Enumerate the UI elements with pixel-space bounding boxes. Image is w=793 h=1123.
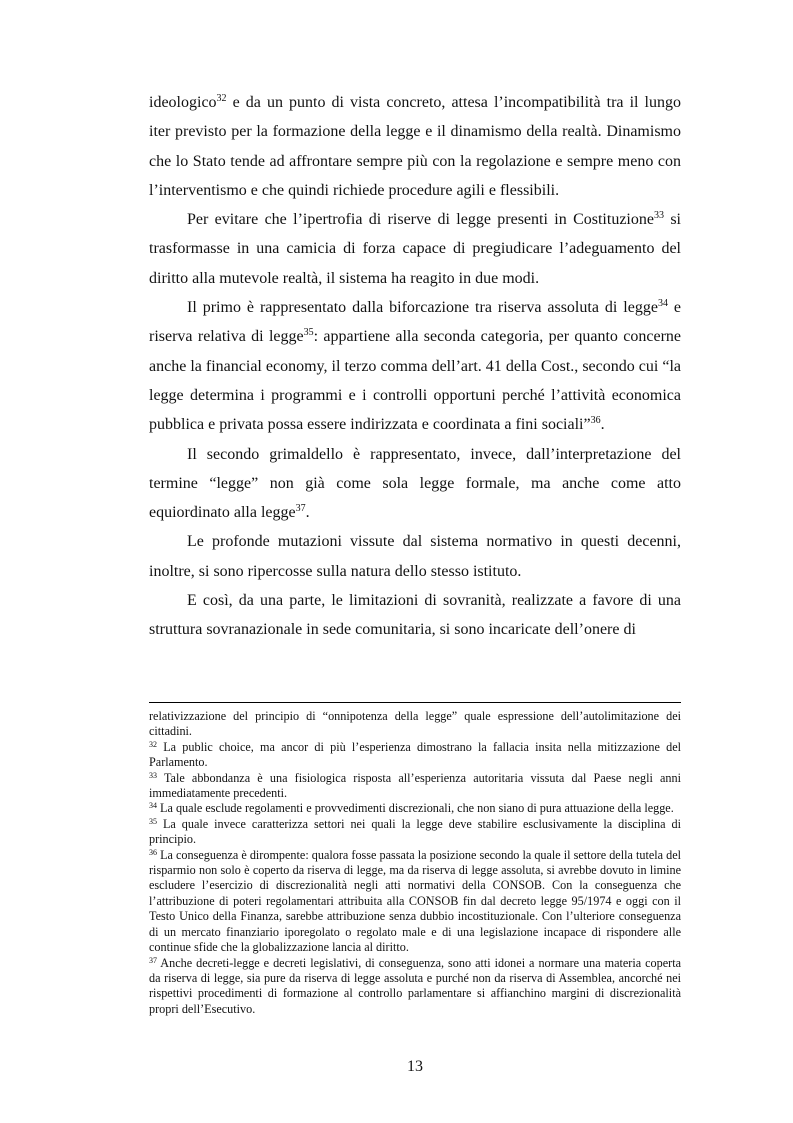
footnote-33: $^{33}$ Tale abbondanza è una fisiologica risposta all’esperienza autoritaria vissuta dal Paese negli anni immediatamente precedenti.: [149, 770, 681, 801]
footnote-number: 34: [149, 801, 157, 811]
footnotes: [149, 709, 681, 1017]
paragraph-5: Le profonde mutazioni vissute dal sistema normativo in questi decenni, inoltre, si sono ripercosse sulla natura dello stesso istituto.: [149, 533, 681, 580]
footnote-35: $^{35}$ La quale invece caratterizza settori nei quali la legge deve stabilire esclusivamente la disciplina di principio.: [149, 816, 681, 847]
footnote-number: 33: [149, 770, 157, 780]
footnote-number: 32: [149, 739, 157, 749]
paragraph-2: Per evitare che l’ipertrofia di riserve di legge presenti in Costituzione$^{33}$ si trasformasse in una camicia di forza capace di pregiudicare l’adeguamento del diritto alla mutevole realtà, il sistema ha reagito in due modi.: [149, 210, 681, 287]
footnote-37: $^{37}$ Anche decreti-legge e decreti legislativi, di conseguenza, sono atti idonei a normare una materia coperta da riserva di legge, sia pure da riserva di legge assoluta e purché non da riserva di Assemblea, ancorché nei rispettivi procedimenti di formazione al controllo parlamentare si affianchino margini di discrezionalità propri dell’Esecutivo.: [149, 955, 681, 1016]
footnote-number: 37: [149, 955, 157, 965]
footnote-continued: relativizzazione del principio di “onnipotenza della legge” quale espressione dell’autolimitazione dei cittadini.: [149, 709, 681, 739]
page-number: 13: [407, 1058, 423, 1075]
footnote-separator: [149, 702, 681, 703]
paragraph-4: Il secondo grimaldello è rappresentato, invece, dall’interpretazione del termine “legge” non già come sola legge formale, ma anche come atto equiordinato alla legge$^{37}$.: [149, 445, 681, 522]
footnote-number: 35: [149, 816, 157, 826]
footnote-ref-36[interactable]: 36: [590, 415, 601, 427]
footnote-number: 36: [149, 847, 157, 857]
paragraph-1: ideologico$^{32}$ e da un punto di vista concreto, attesa l’incompatibilità tra il lungo iter previsto per la formazione della legge e il dinamismo della realtà. Dinamismo che lo Stato tende ad affrontare sempre più con la regolazione e sempre meno con l’interventismo e che quindi richiede procedure agili e flessibili.: [149, 93, 681, 199]
paragraph-6: E così, da una parte, le limitazioni di sovranità, realizzate a favore di una struttura sovranazionale in sede comunitaria, si sono incaricate dell’onere di: [149, 592, 681, 639]
footnote-36: $^{36}$ La conseguenza è dirompente: qualora fosse passata la posizione secondo la quale il settore della tutela del risparmio non solo è coperto da riserva di legge, ma da riserva di legge assoluta, si avrebbe dovuto in limine escludere l’esercizio di discrezionalità negli atti normativi della CONSOB. Con la conseguenza che l’attribuzione di poteri regolamentari attribuita alla CONSOB fin dal decreto legge 95/1974 e oggi con il Testo Unico della Finanza, sarebbe attribuzione senza dubbio incostituzionale. Con l’ulteriore conseguenza di un mercato finanziario iporegolato o regolato male e di una legislazione incapace di rispondere alle continue sfide che la globalizzazione lancia al diritto.: [149, 847, 681, 955]
footnote-ref-35[interactable]: 35: [303, 327, 314, 339]
paragraph-3: Il primo è rappresentato dalla biforcazione tra riserva assoluta di legge$^{34}$ e riserva relativa di legge$^{35}$: appartiene alla seconda categoria, per quanto concerne anche la financial economy, il terzo comma dell’art. 41 della Cost., secondo cui “la legge determina i programmi e i controlli opportuni perché l’attività economica pubblica e privata possa essere indirizzata e coordinata a fini sociali”$^{36}$.: [149, 298, 682, 434]
body-text: [149, 88, 681, 645]
footnote-32: $^{32}$ La public choice, ma ancor di più l’esperienza dimostrano la fallacia insita nella mitizzazione del Parlamento.: [149, 739, 681, 770]
footnote-34: $^{34}$ La quale esclude regolamenti e provvedimenti discrezionali, che non siano di pura attuazione della legge.: [149, 801, 674, 816]
document-page: [149, 0, 681, 1123]
footnote-ref-32[interactable]: 32: [216, 93, 227, 104]
footnote-ref-33[interactable]: 33: [653, 210, 664, 222]
footnote-ref-37[interactable]: 37: [295, 503, 306, 515]
footnote-ref-34[interactable]: 34: [657, 298, 668, 310]
